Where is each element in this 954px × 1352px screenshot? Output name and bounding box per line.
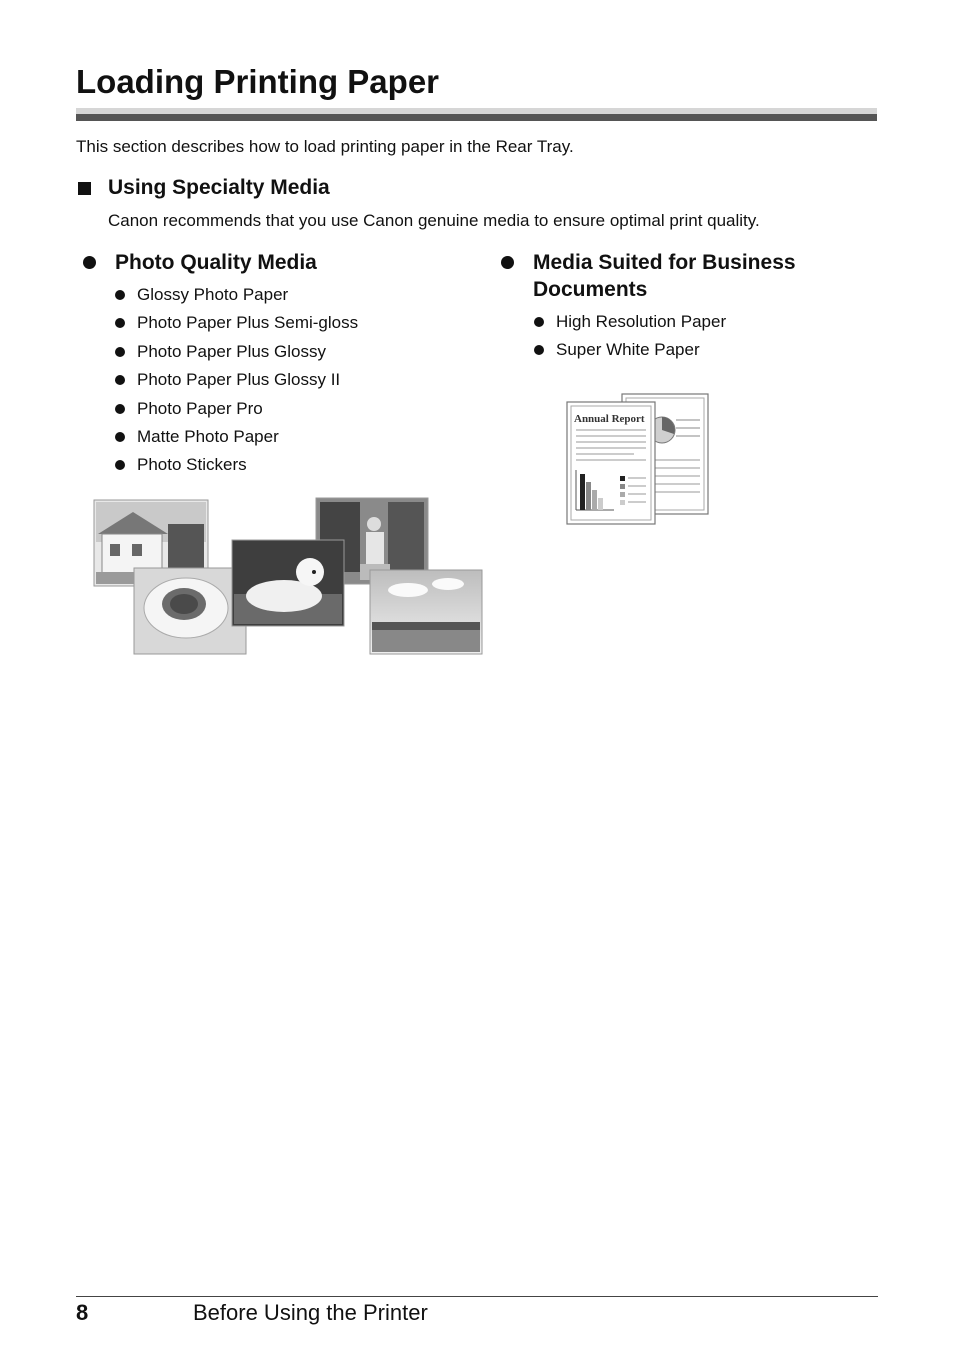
section-heading-label: Using Specialty Media: [108, 176, 330, 199]
business-media-list: [534, 308, 726, 365]
bullet-icon: [115, 460, 125, 470]
food-photo: [134, 568, 246, 654]
list-item: Photo Paper Plus Glossy: [115, 338, 358, 366]
list-item: Photo Paper Plus Semi-gloss: [115, 309, 358, 337]
photo-media-block: [83, 249, 317, 276]
list-item: Photo Paper Pro: [115, 395, 358, 423]
list-item: Matte Photo Paper: [115, 423, 358, 451]
dog-photo: [232, 540, 344, 626]
bullet-icon: [534, 317, 544, 327]
square-bullet-icon: [78, 182, 91, 195]
bullet-icon: [115, 432, 125, 442]
title-rule: [76, 108, 877, 121]
section-description: Canon recommends that you use Canon genuine media to ensure optimal print quality.: [108, 211, 760, 230]
landscape-photo: [370, 570, 482, 654]
page-title: Loading Printing Paper: [76, 63, 440, 100]
photo-media-heading: Photo Quality Media: [115, 251, 317, 274]
business-media-block: [501, 249, 796, 303]
bullet-icon: [534, 345, 544, 355]
footer-rule: [76, 1296, 878, 1297]
bullet-icon: [115, 347, 125, 357]
list-item: Photo Paper Plus Glossy II: [115, 366, 358, 394]
bullet-icon: [115, 375, 125, 385]
bullet-icon: [83, 256, 96, 269]
list-item: Photo Stickers: [115, 451, 358, 479]
business-media-heading: Media Suited for Business Documents: [533, 251, 796, 301]
section-heading: [78, 176, 330, 200]
bullet-icon: [501, 256, 514, 269]
bullet-icon: [115, 404, 125, 414]
list-item: Super White Paper: [534, 336, 726, 364]
report-title: Annual Report: [574, 413, 645, 425]
front-page: [567, 402, 655, 524]
chapter-title: Before Using the Printer: [193, 1300, 428, 1325]
bullet-icon: [115, 290, 125, 300]
photo-collage-illustration: [88, 494, 488, 660]
bullet-icon: [115, 318, 125, 328]
intro-text: This section describes how to load printing paper in the Rear Tray.: [76, 137, 574, 156]
list-item: High Resolution Paper: [534, 308, 726, 336]
page-number: 8: [76, 1300, 89, 1325]
photo-media-list: [115, 281, 358, 480]
list-item: Glossy Photo Paper: [115, 281, 358, 309]
business-document-illustration: [564, 390, 714, 528]
